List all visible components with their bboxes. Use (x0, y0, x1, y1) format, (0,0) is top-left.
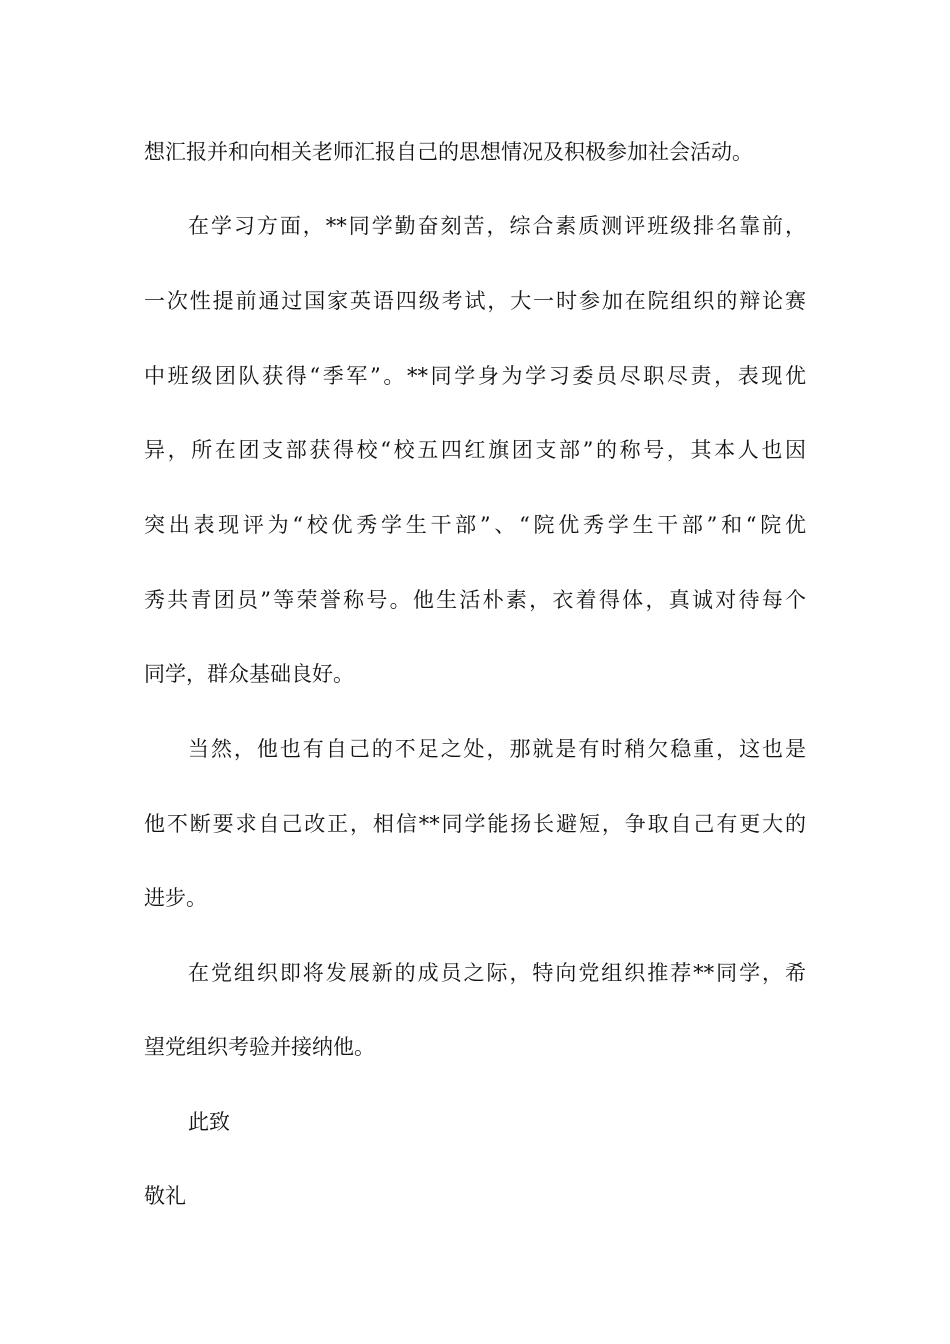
text-line-6: 突出表现评为“校优秀学生干部”、“院优秀学生干部”和“院优 (144, 513, 806, 537)
text-line-13: 望党组织考验并接纳他。 (144, 1035, 375, 1059)
salutation-line: 敬礼 (144, 1184, 186, 1208)
text-line-7: 秀共青团员”等荣誉称号。他生活朴素，衣着得体，真诚对待每个 (144, 588, 806, 612)
text-line-5: 异，所在团支部获得校“校五四红旗团支部”的称号，其本人也因 (144, 438, 806, 462)
text-line-12: 在党组织即将发展新的成员之际，特向党组织推荐**同学，希 (188, 961, 806, 985)
text-line-2: 在学习方面，**同学勤奋刻苦，综合素质测评班级排名靠前， (188, 214, 806, 238)
text-line-3: 一次性提前通过国家英语四级考试，大一时参加在院组织的辩论赛 (144, 289, 806, 313)
text-line-1: 想汇报并和向相关老师汇报自己的思想情况及积极参加社会活动。 (144, 140, 753, 164)
closing-line: 此致 (188, 1110, 230, 1134)
text-line-10: 他不断要求自己改正，相信**同学能扬长避短，争取自己有更大的 (144, 812, 806, 836)
text-line-11: 进步。 (144, 886, 207, 910)
text-line-4: 中班级团队获得“季军”。**同学身为学习委员尽职尽责，表现优 (144, 364, 806, 388)
text-line-9: 当然，他也有自己的不足之处，那就是有时稍欠稳重，这也是 (188, 737, 806, 761)
text-line-8: 同学，群众基础良好。 (144, 662, 354, 686)
